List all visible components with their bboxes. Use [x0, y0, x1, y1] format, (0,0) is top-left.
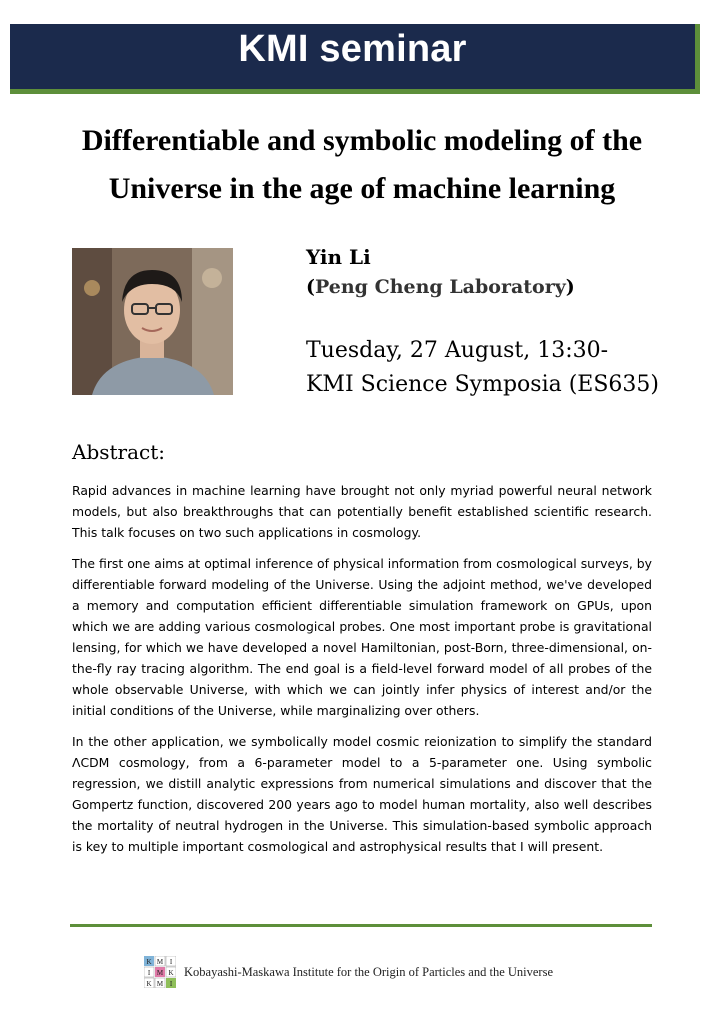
institute-name: Kobayashi-Maskawa Institute for the Origin of Particles and the Universe [184, 964, 553, 979]
affiliation-name: Peng Cheng Laboratory [315, 276, 566, 298]
speaker-portrait-illustration [72, 248, 233, 395]
kmi-logo-letter: M [156, 958, 164, 966]
talk-title [40, 117, 684, 213]
abstract-paragraph: The first one aims at optimal inference of physical information from cosmological surveys, by differentiable forward modeling of the Universe. Using the adjoint method, we've developed a memory and computation efficient differentiable simulation framework on GPUs, upon which we are adding various cosmological probes. One most important probe is gravitational lensing, for which we have developed a novel Hamiltonian, post-Born, three-dimensional, on-the-fly ray tracing algorithm. The end goal is a field-level forward model of all probes of the whole observable Universe, with which we can jointly infer physics of interest and/or the initial conditions of the Universe, while marginalizing over others. [72, 556, 652, 718]
kmi-logo-letter: I [169, 980, 173, 988]
abstract-paragraph: Rapid advances in machine learning have brought not only myriad powerful neural network models, but also breakthroughs that can potentially benefit established scientific research. This talk focuses on two such applications in cosmology. [72, 483, 652, 540]
affiliation-close-paren: ) [565, 276, 575, 298]
kmi-logo-letter: K [146, 980, 152, 988]
kmi-logo-letter: K [146, 958, 152, 966]
talk-schedule [306, 334, 696, 402]
abstract-paragraph: In the other application, we symbolically model cosmic reionization to simplify the standard ΛCDM cosmology, from a 6-parameter model to a 5-parameter one. Using symbolic regression, we distill analytic expressions from numerical simulations and discover that the Gompertz function, discovered 200 years ago to model human mortality, also well describes the mortality of neutral hydrogen in the Universe. This simulation-based symbolic approach is key to multiple important cosmological and astrophysical results that I will present. [72, 734, 652, 854]
talk-venue: KMI Science Symposia (ES635) [306, 372, 660, 397]
talk-title-line-2: Universe in the age of machine learning [108, 172, 616, 205]
speaker-name: Yin Li [306, 245, 371, 269]
speaker-photo [72, 248, 233, 395]
banner-title: KMI seminar [238, 28, 467, 70]
kmi-logo [144, 956, 176, 988]
kmi-logo-letter: M [156, 969, 164, 977]
footer-divider [70, 924, 652, 927]
abstract-heading: Abstract: [72, 440, 166, 464]
seminar-banner [10, 24, 700, 94]
speaker-info [306, 242, 696, 402]
kmi-logo-letter: M [156, 980, 164, 988]
footer [144, 954, 553, 990]
kmi-logo-letter: K [168, 969, 174, 977]
abstract-body [72, 480, 652, 867]
kmi-logo-letter: I [147, 969, 151, 977]
affiliation-open-paren: ( [306, 276, 315, 298]
talk-datetime: Tuesday, 27 August, 13:30- [306, 338, 609, 363]
speaker-affiliation [306, 272, 696, 302]
talk-title-line-1: Differentiable and symbolic modeling of the [81, 124, 643, 157]
kmi-logo-letter: I [169, 958, 173, 966]
